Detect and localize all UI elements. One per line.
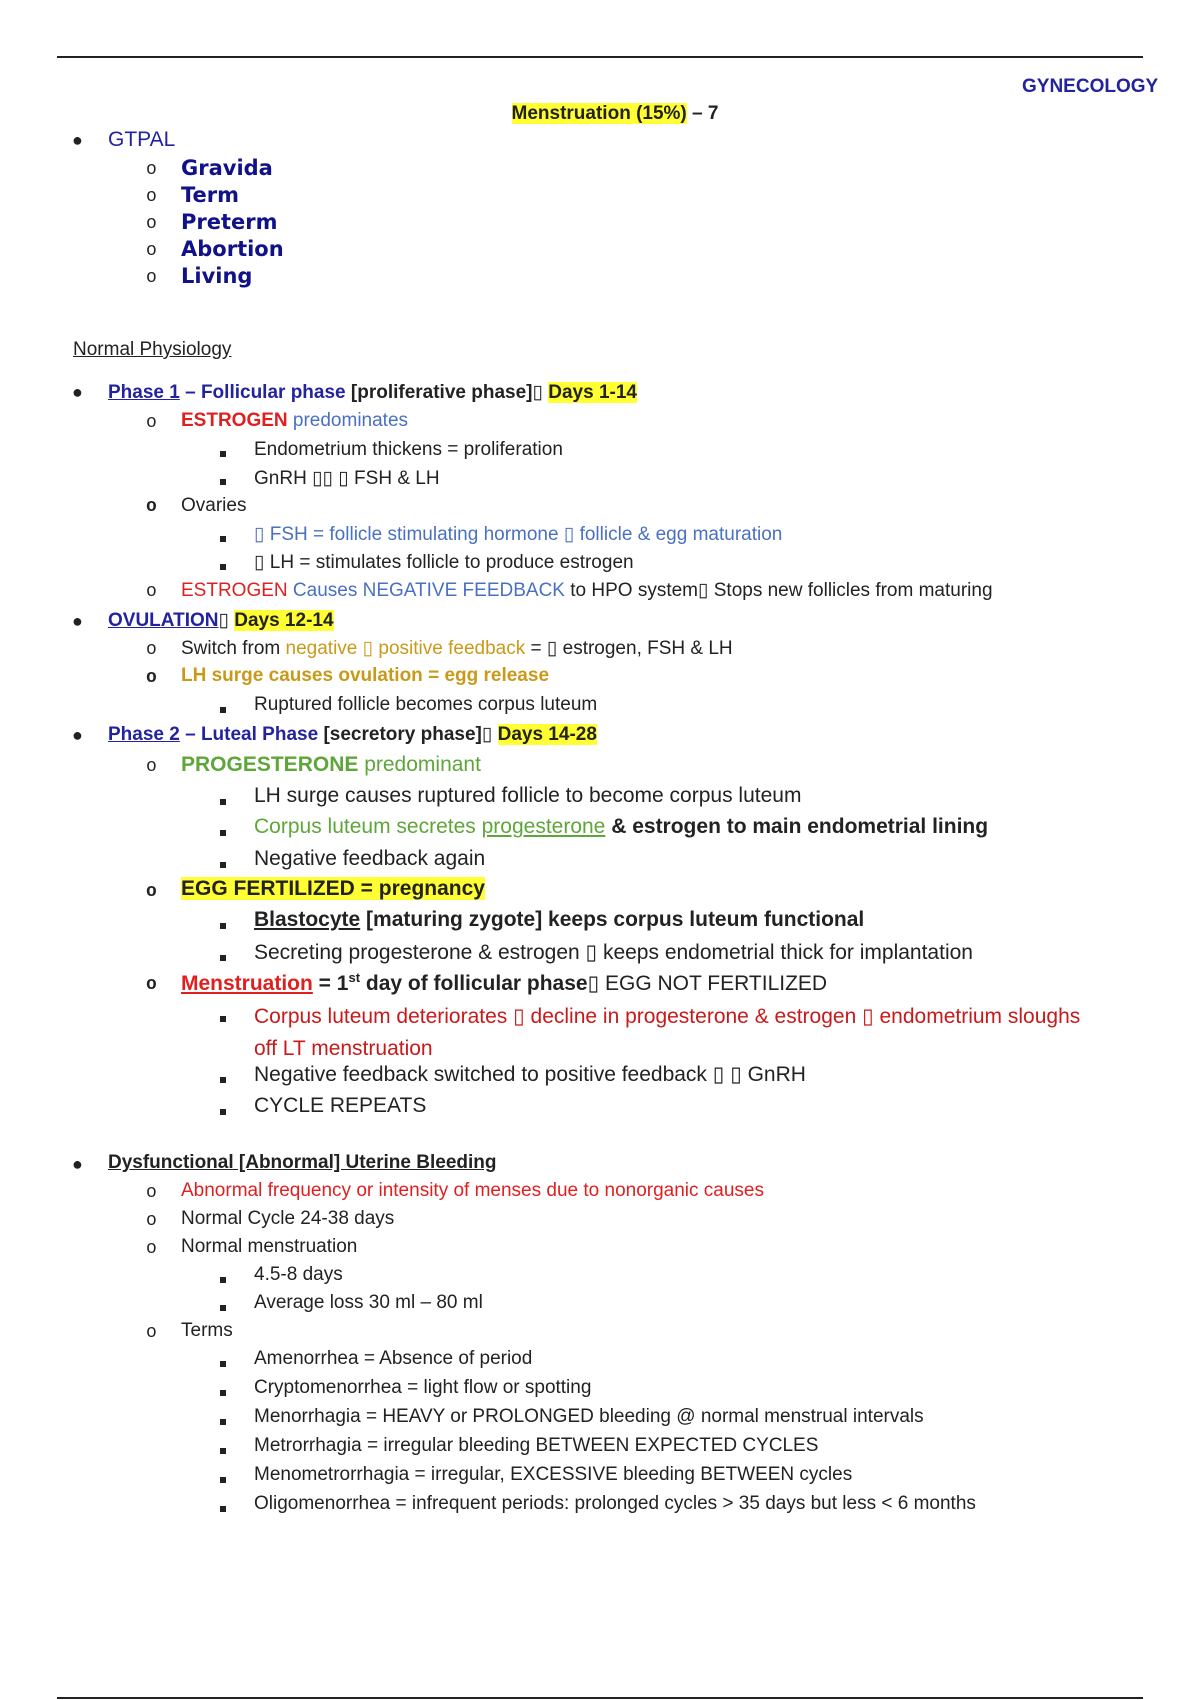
- menstruation-word: Menstruation: [181, 972, 313, 995]
- dub-terms-heading: Terms: [181, 1320, 233, 1341]
- menstruation-eq: = 1: [312, 972, 349, 995]
- dub-days-text: 4.5-8 days: [254, 1264, 343, 1285]
- fsh-rest: follicle & egg maturation: [574, 524, 783, 545]
- menstruation-sup: st: [348, 970, 361, 985]
- secreting-line: [254, 940, 973, 965]
- neg-switched-pre: Negative feedback switched to positive feedback: [254, 1063, 713, 1086]
- bullet-square: [220, 526, 226, 548]
- gnrh-post: FSH & LH: [348, 468, 440, 489]
- bullet-square: [220, 1006, 226, 1028]
- bullet-o: o: [146, 640, 157, 660]
- bullet-square: [220, 1067, 226, 1089]
- blastocyte-word: Blastocyte: [254, 908, 361, 931]
- arrow-glyph: ▯: [730, 1063, 742, 1086]
- fsh-text: FSH = follicle stimulating hormone: [264, 524, 564, 545]
- progesterone-word: PROGESTERONE: [181, 753, 359, 776]
- egg-fertilized-line: [181, 877, 485, 901]
- bullet-o: o: [146, 1183, 157, 1203]
- corpus-rest: & estrogen to main endometrial lining: [605, 815, 989, 838]
- negative-feedback-line: [181, 579, 993, 602]
- corpus-green: Corpus luteum secretes: [254, 815, 482, 838]
- bullet-dot: ●: [72, 725, 83, 745]
- gtpal-item: Term: [181, 183, 240, 207]
- bullet-square: [220, 1099, 226, 1121]
- phase1-days: Days 1-14: [548, 382, 637, 403]
- term-item: Menorrhagia = HEAVY or PROLONGED bleeding @ normal menstrual intervals: [254, 1406, 924, 1427]
- menstruation-post: EGG NOT FERTILIZED: [599, 972, 828, 995]
- arrow-glyph: ▯: [698, 580, 709, 601]
- phase2-label: Phase 2: [108, 724, 180, 745]
- arrow-glyph: ▯: [254, 552, 265, 573]
- corpus-deteriorates-line: [254, 1001, 1154, 1065]
- top-rule: [57, 56, 1143, 58]
- bottom-rule: [57, 1697, 1143, 1699]
- term-item: Cryptomenorrhea = light flow or spotting: [254, 1377, 592, 1398]
- bullet-o: o: [146, 160, 157, 180]
- bullet-o: o: [146, 214, 157, 234]
- phase2-days: Days 14-28: [497, 724, 597, 745]
- cycle-repeats-text: CYCLE REPEATS: [254, 1094, 427, 1117]
- switch-line: [181, 637, 733, 660]
- dub-normal-menstruation-text: Normal menstruation: [181, 1236, 358, 1257]
- bullet-o: o: [146, 882, 157, 902]
- blastocyte-line: [254, 908, 864, 932]
- arrow-glyph: ▯: [312, 468, 323, 489]
- title-highlight: Menstruation (15%): [511, 103, 687, 124]
- corpus-det-b: decline in progesterone & estrogen: [524, 1005, 863, 1028]
- phase1-line: [108, 381, 637, 404]
- bullet-square: [220, 1409, 226, 1431]
- arrow-glyph: ▯: [585, 941, 598, 964]
- estrogen-rest: predominates: [287, 410, 409, 431]
- menstruation-line: [181, 970, 827, 996]
- term-item: Metrorrhagia = irregular bleeding BETWEEN EXPECTED CYCLES: [254, 1435, 819, 1456]
- arrow-glyph: ▯: [362, 638, 374, 659]
- bullet-o: o: [146, 668, 157, 688]
- title-rest: – 7: [686, 103, 719, 124]
- bullet-square: [220, 1438, 226, 1460]
- ovaries-text: Ovaries: [181, 495, 247, 516]
- gtpal-item: Living: [181, 264, 253, 288]
- neg-estrogen: ESTROGEN: [181, 580, 288, 601]
- phase1-name: – Follicular phase: [179, 382, 346, 403]
- ovulation-line: [108, 609, 334, 632]
- bullet-dot: ●: [72, 130, 83, 150]
- arrow-glyph: ▯: [481, 724, 493, 745]
- dub-heading: Dysfunctional [Abnormal] Uterine Bleeding: [108, 1152, 497, 1173]
- bullet-o: o: [146, 1323, 157, 1343]
- bullet-square: [220, 554, 226, 576]
- bullet-o: o: [146, 413, 157, 433]
- lh-surge-text: LH surge causes ovulation = egg release: [181, 665, 550, 686]
- arrow-glyph: ▯: [218, 610, 229, 631]
- menstruation-rest: day of follicular phase: [360, 972, 588, 995]
- gtpal-item: Preterm: [181, 210, 278, 234]
- corpus-det-a: Corpus luteum deteriorates: [254, 1005, 514, 1028]
- term-item: Menometrorrhagia = irregular, EXCESSIVE bleeding BETWEEN cycles: [254, 1464, 853, 1485]
- arrow-glyph: ▯: [712, 1063, 725, 1086]
- phase1-bracket: [proliferative phase]: [345, 382, 533, 403]
- dub-abnormal-text: Abnormal frequency or intensity of menses due to nonorganic causes: [181, 1180, 764, 1201]
- neg-again-text: Negative feedback again: [254, 847, 486, 870]
- arrow-glyph: ▯: [322, 468, 334, 489]
- bullet-o: o: [146, 241, 157, 261]
- endometrium-text: Endometrium thickens = proliferation: [254, 439, 563, 460]
- bullet-square: [220, 852, 226, 874]
- term-item: Amenorrhea = Absence of period: [254, 1348, 533, 1369]
- progesterone-rest: predominant: [358, 753, 481, 776]
- bullet-o: o: [146, 757, 157, 777]
- ruptured-text: Ruptured follicle becomes corpus luteum: [254, 694, 598, 715]
- bullet-square: [220, 789, 226, 811]
- arrow-glyph: ▯: [532, 382, 543, 403]
- doc-title: [0, 103, 1200, 125]
- bullet-o: o: [146, 1239, 157, 1259]
- estrogen-line: [181, 410, 408, 432]
- arrow-glyph: ▯: [338, 468, 349, 489]
- bullet-square: [220, 913, 226, 935]
- neg-stops: Stops new follicles from maturing: [708, 580, 993, 601]
- arrow-glyph: ▯: [546, 638, 558, 659]
- corpus-progesterone: progesterone: [481, 815, 606, 838]
- arrow-glyph: ▯: [254, 524, 265, 545]
- bullet-square: [220, 1467, 226, 1489]
- bullet-square: [220, 945, 226, 967]
- lh-surge-ruptured-text: LH surge causes ruptured follicle to become corpus luteum: [254, 784, 802, 807]
- bullet-square: [220, 1295, 226, 1317]
- neg-switched-post: GnRH: [741, 1063, 806, 1086]
- bullet-square: [220, 1496, 226, 1518]
- switch-pre: Switch from: [181, 638, 286, 659]
- neg-causes: Causes NEGATIVE FEEDBACK: [287, 580, 565, 601]
- fsh-line: [254, 523, 782, 546]
- ovulation-days: Days 12-14: [234, 610, 334, 631]
- lh-line: [254, 551, 634, 574]
- term-item: Oligomenorrhea = infrequent periods: prolonged cycles > 35 days but less < 6 months: [254, 1493, 976, 1514]
- bullet-square: [220, 1351, 226, 1373]
- lh-text: LH = stimulates follicle to produce estrogen: [264, 552, 634, 573]
- bullet-dot: ●: [72, 382, 83, 402]
- phase2-bracket: [secretory phase]: [318, 724, 482, 745]
- gtpal-heading: GTPAL: [108, 128, 176, 151]
- switch-neg: negative: [285, 638, 363, 659]
- egg-fertilized-text: EGG FERTILIZED = pregnancy: [181, 877, 485, 900]
- switch-eq: =: [525, 638, 547, 659]
- dub-avg-loss-text: Average loss 30 ml – 80 ml: [254, 1292, 483, 1313]
- bullet-o: o: [146, 582, 157, 602]
- gtpal-item: Gravida: [181, 156, 273, 180]
- bullet-square: [220, 697, 226, 719]
- phase2-line: [108, 723, 597, 746]
- switch-post: estrogen, FSH & LH: [557, 638, 733, 659]
- gtpal-item: Abortion: [181, 237, 284, 261]
- bullet-dot: ●: [72, 1154, 83, 1174]
- bullet-o: o: [146, 268, 157, 288]
- estrogen-word: ESTROGEN: [181, 410, 288, 431]
- bullet-square: [220, 441, 226, 463]
- ovulation-label: OVULATION: [108, 610, 219, 631]
- progesterone-line: [181, 753, 481, 777]
- bullet-o: o: [146, 187, 157, 207]
- bullet-o: o: [146, 975, 157, 995]
- gnrh-pre: GnRH: [254, 468, 313, 489]
- phase2-name: – Luteal Phase: [179, 724, 319, 745]
- header-tag: GYNECOLOGY: [1022, 76, 1159, 97]
- bullet-o: o: [146, 497, 157, 517]
- blastocyte-rest: [maturing zygote] keeps corpus luteum functional: [360, 908, 865, 931]
- corpus-det-d: off LT menstruation: [254, 1037, 433, 1060]
- bullet-square: [220, 469, 226, 491]
- neg-switched-line: [254, 1062, 806, 1087]
- switch-pos: positive feedback: [373, 638, 526, 659]
- arrow-glyph: ▯: [563, 524, 575, 545]
- dub-normal-cycle-text: Normal Cycle 24-38 days: [181, 1208, 395, 1229]
- corpus-line: [254, 815, 988, 839]
- neg-to: to HPO system: [564, 580, 698, 601]
- arrow-glyph: ▯: [587, 972, 600, 995]
- secreting-post: keeps endometrial thick for implantation: [597, 941, 973, 964]
- bullet-dot: ●: [72, 611, 83, 631]
- bullet-square: [220, 820, 226, 842]
- bullet-square: [220, 1380, 226, 1402]
- bullet-square: [220, 1267, 226, 1289]
- phase1-label: Phase 1: [108, 382, 180, 403]
- secreting-pre: Secreting progesterone & estrogen: [254, 941, 586, 964]
- gnrh-line: [254, 467, 440, 490]
- arrow-glyph: ▯: [513, 1005, 525, 1028]
- corpus-det-c: endometrium sloughs: [873, 1005, 1081, 1028]
- bullet-o: o: [146, 1211, 157, 1231]
- normal-physiology-heading: Normal Physiology: [73, 339, 232, 360]
- arrow-glyph: ▯: [862, 1005, 874, 1028]
